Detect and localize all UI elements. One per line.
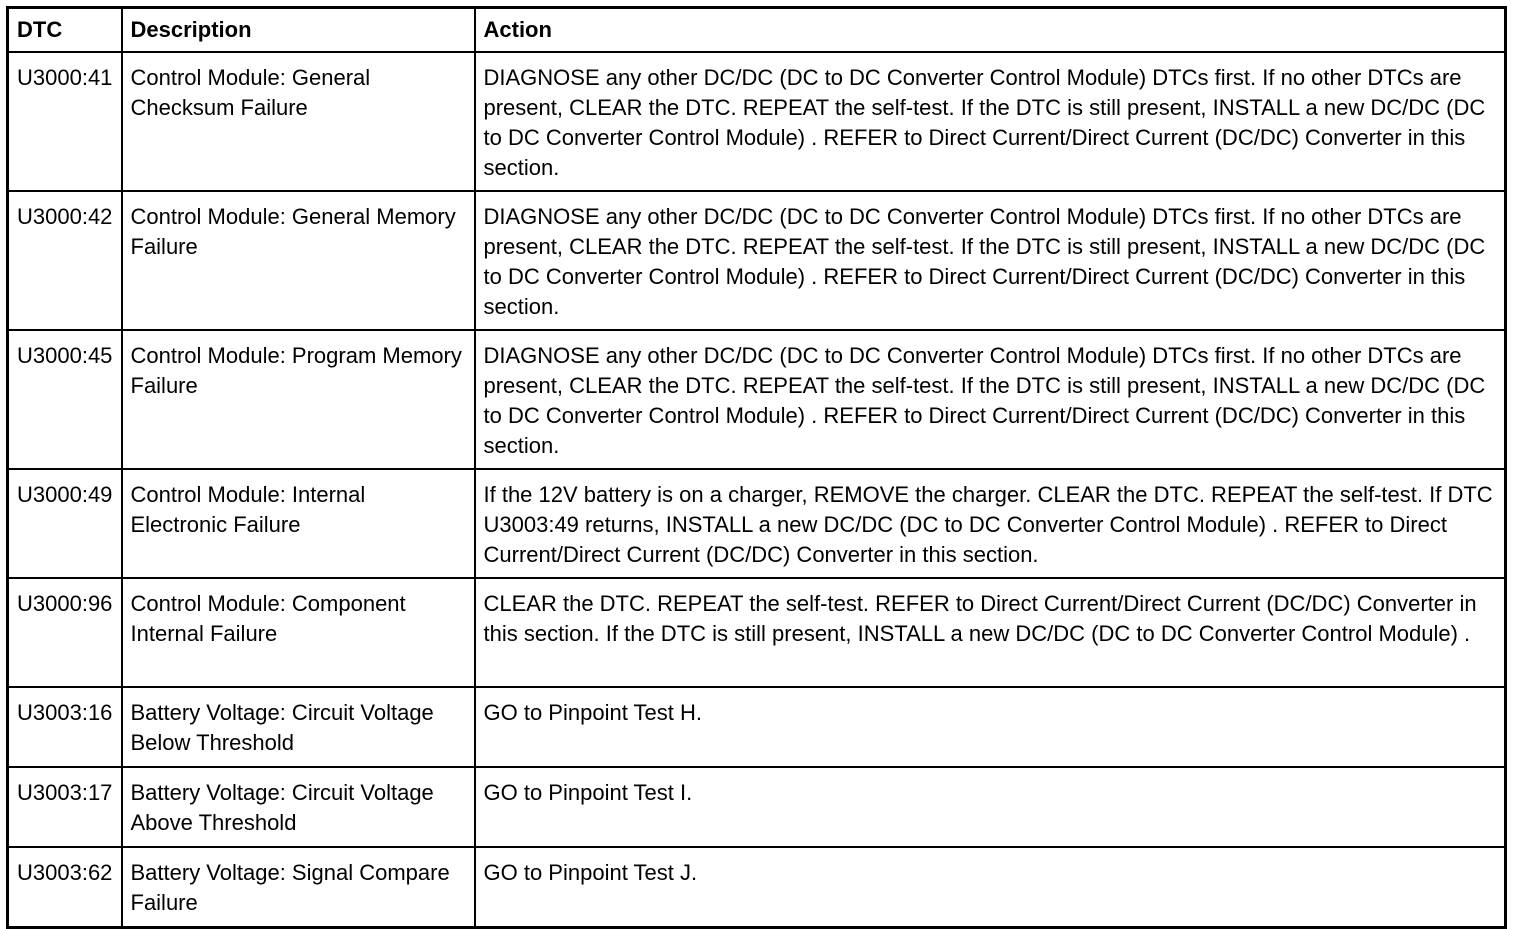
description-cell: Battery Voltage: Circuit Voltage Above Threshold	[122, 767, 475, 847]
description-cell: Control Module: General Checksum Failure	[122, 52, 475, 191]
action-cell: CLEAR the DTC. REPEAT the self-test. REFER to Direct Current/Direct Current (DC/DC) Converter in this section. If the DTC is still present, INSTALL a new DC/DC (DC to DC Converter Control Module) .	[475, 578, 1506, 687]
table-row	[8, 469, 1506, 578]
table-row	[8, 330, 1506, 469]
table-row	[8, 767, 1506, 847]
header-row	[8, 8, 1506, 53]
description-cell: Control Module: Program Memory Failure	[122, 330, 475, 469]
action-cell: GO to Pinpoint Test I.	[475, 767, 1506, 847]
table-row	[8, 578, 1506, 687]
dtc-cell: U3000:96	[8, 578, 122, 687]
table-row	[8, 687, 1506, 767]
dtc-cell: U3000:42	[8, 191, 122, 330]
dtc-cell: U3000:41	[8, 52, 122, 191]
header-dtc: DTC	[8, 8, 122, 53]
table-row	[8, 847, 1506, 928]
action-cell: DIAGNOSE any other DC/DC (DC to DC Converter Control Module) DTCs first. If no other DTCs are present, CLEAR the DTC. REPEAT the self-test. If the DTC is still present, INSTALL a new DC/DC (DC to DC Converter Control Module) . REFER to Direct Current/Direct Current (DC/DC) Converter in this section.	[475, 52, 1506, 191]
dtc-cell: U3000:49	[8, 469, 122, 578]
dtc-table	[6, 6, 1507, 929]
description-cell: Battery Voltage: Circuit Voltage Below Threshold	[122, 687, 475, 767]
description-cell: Control Module: Component Internal Failure	[122, 578, 475, 687]
header-action: Action	[475, 8, 1506, 53]
dtc-cell: U3003:16	[8, 687, 122, 767]
description-cell: Battery Voltage: Signal Compare Failure	[122, 847, 475, 928]
description-cell: Control Module: Internal Electronic Failure	[122, 469, 475, 578]
action-cell: DIAGNOSE any other DC/DC (DC to DC Converter Control Module) DTCs first. If no other DTCs are present, CLEAR the DTC. REPEAT the self-test. If the DTC is still present, INSTALL a new DC/DC (DC to DC Converter Control Module) . REFER to Direct Current/Direct Current (DC/DC) Converter in this section.	[475, 330, 1506, 469]
action-cell: GO to Pinpoint Test H.	[475, 687, 1506, 767]
description-cell: Control Module: General Memory Failure	[122, 191, 475, 330]
table-body	[8, 52, 1506, 928]
action-cell: DIAGNOSE any other DC/DC (DC to DC Converter Control Module) DTCs first. If no other DTCs are present, CLEAR the DTC. REPEAT the self-test. If the DTC is still present, INSTALL a new DC/DC (DC to DC Converter Control Module) . REFER to Direct Current/Direct Current (DC/DC) Converter in this section.	[475, 191, 1506, 330]
action-cell: If the 12V battery is on a charger, REMOVE the charger. CLEAR the DTC. REPEAT the self-test. If DTC U3003:49 returns, INSTALL a new DC/DC (DC to DC Converter Control Module) . REFER to Direct Current/Direct Current (DC/DC) Converter in this section.	[475, 469, 1506, 578]
table-header	[8, 8, 1506, 53]
table-row	[8, 52, 1506, 191]
dtc-cell: U3003:62	[8, 847, 122, 928]
dtc-cell: U3000:45	[8, 330, 122, 469]
action-cell: GO to Pinpoint Test J.	[475, 847, 1506, 928]
dtc-cell: U3003:17	[8, 767, 122, 847]
table-row	[8, 191, 1506, 330]
header-description: Description	[122, 8, 475, 53]
